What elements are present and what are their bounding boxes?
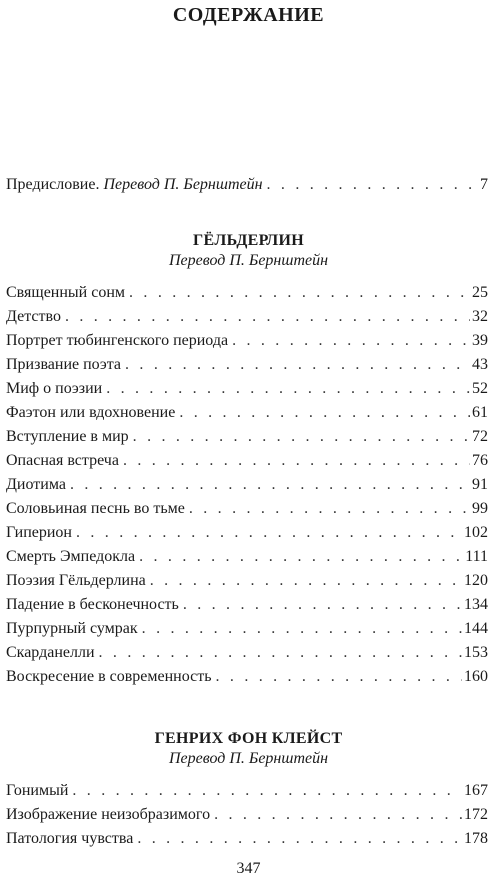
toc-entry-title: Гиперион <box>6 524 72 541</box>
toc-page-number: 167 <box>464 782 488 799</box>
toc-entry <box>6 522 488 544</box>
page-number: 347 <box>236 860 261 877</box>
dot-leader <box>267 174 478 196</box>
toc-page-number: 61 <box>472 404 488 421</box>
toc-entry <box>6 474 488 496</box>
toc-entry-title: Изображение неизобразимого <box>6 806 211 823</box>
toc-entry <box>6 828 488 850</box>
toc-entry-title: Опасная встреча <box>6 452 119 469</box>
toc-entry <box>6 450 488 472</box>
toc-entry-title: Диотима <box>6 476 66 493</box>
toc-entry-title: Детство <box>6 308 61 325</box>
dot-leader <box>70 474 470 496</box>
preface-translator: Перевод П. Бернштейн <box>103 176 263 193</box>
toc-entry-title: Гонимый <box>6 782 69 799</box>
dot-leader <box>76 522 462 544</box>
toc-entry <box>6 546 488 568</box>
dot-leader <box>99 642 462 664</box>
toc-page-number: 178 <box>464 830 488 847</box>
toc-entry-preface <box>6 174 488 196</box>
toc-page-number: 25 <box>472 284 488 301</box>
toc-entry-title: Падение в бесконечность <box>6 596 179 613</box>
toc-page-number: 153 <box>464 644 488 661</box>
section-title-kleist: ГЕНРИХ ФОН КЛЕЙСТ <box>154 730 343 747</box>
toc-entry-title: Призвание поэта <box>6 356 122 373</box>
toc-page-number: 160 <box>464 668 488 685</box>
dot-leader <box>216 666 462 688</box>
toc-entry <box>6 378 488 400</box>
toc-page-number: 111 <box>465 548 488 565</box>
dot-leader <box>214 804 462 826</box>
toc-entry <box>6 282 488 304</box>
toc-page-number: 32 <box>472 308 488 325</box>
toc-page-number: 144 <box>464 620 488 637</box>
toc-entry-title: Священный сонм <box>6 284 126 301</box>
toc-entry <box>6 804 488 826</box>
dot-leader <box>150 570 462 592</box>
dot-leader <box>106 378 470 400</box>
dot-leader <box>123 450 470 472</box>
toc-page-number: 52 <box>472 380 488 397</box>
toc-page-number: 43 <box>472 356 488 373</box>
toc-page-number: 72 <box>472 428 488 445</box>
section-translator-kleist: Перевод П. Бернштейн <box>168 750 329 767</box>
toc-entry-title: Фаэтон или вдохновение <box>6 404 176 421</box>
toc-page-number: 134 <box>464 596 488 613</box>
section-translator-hoelderlin: Перевод П. Бернштейн <box>168 252 329 269</box>
dot-leader <box>232 330 470 352</box>
toc-entry-title: Вступление в мир <box>6 428 129 445</box>
toc-page-number: 91 <box>472 476 488 493</box>
toc-entry <box>6 618 488 640</box>
toc-entry <box>6 330 488 352</box>
toc-entry <box>6 594 488 616</box>
toc-entry <box>6 402 488 424</box>
toc-entry-title: Пурпурный сумрак <box>6 620 138 637</box>
toc-entry <box>6 642 488 664</box>
dot-leader <box>125 354 470 376</box>
toc-entry-title: Патология чувства <box>6 830 134 847</box>
toc-page-number: 172 <box>464 806 488 823</box>
section-title-hoelderlin: ГЁЛЬДЕРЛИН <box>192 232 305 249</box>
toc-entry-title: Воскресение в современность <box>6 668 212 685</box>
toc-entry <box>6 780 488 802</box>
page-title: СОДЕРЖАНИЕ <box>172 4 325 26</box>
toc-entry-title: Смерть Эмпедокла <box>6 548 136 565</box>
dot-leader <box>72 780 462 802</box>
dot-leader <box>179 402 470 424</box>
toc-entry <box>6 354 488 376</box>
dot-leader <box>189 498 470 520</box>
dot-leader <box>139 546 463 568</box>
toc-entry <box>6 666 488 688</box>
toc-entry-title: Соловьиная песнь во тьме <box>6 500 185 517</box>
dot-leader <box>183 594 462 616</box>
dot-leader <box>129 282 470 304</box>
toc-page-number: 102 <box>464 524 488 541</box>
toc-entry-title: Миф о поэзии <box>6 380 103 397</box>
toc-entry-title: Портрет тюбингенского периода <box>6 332 229 349</box>
toc-page-number: 99 <box>472 500 488 517</box>
preface-title: Предисловие. <box>6 176 100 193</box>
dot-leader <box>133 426 470 448</box>
toc-entry <box>6 570 488 592</box>
toc-entry <box>6 306 488 328</box>
toc-entry-title <box>6 174 263 196</box>
dot-leader <box>137 828 462 850</box>
toc-entry-title: Скарданелли <box>6 644 95 661</box>
toc-page-number: 76 <box>472 452 488 469</box>
toc-page-number: 7 <box>480 176 488 193</box>
toc-page-number: 120 <box>464 572 488 589</box>
dot-leader <box>65 306 470 328</box>
toc-entry-title: Поэзия Гёльдерлина <box>6 572 146 589</box>
toc-entry <box>6 426 488 448</box>
toc-entry <box>6 498 488 520</box>
dot-leader <box>142 618 462 640</box>
toc-page-number: 39 <box>472 332 488 349</box>
